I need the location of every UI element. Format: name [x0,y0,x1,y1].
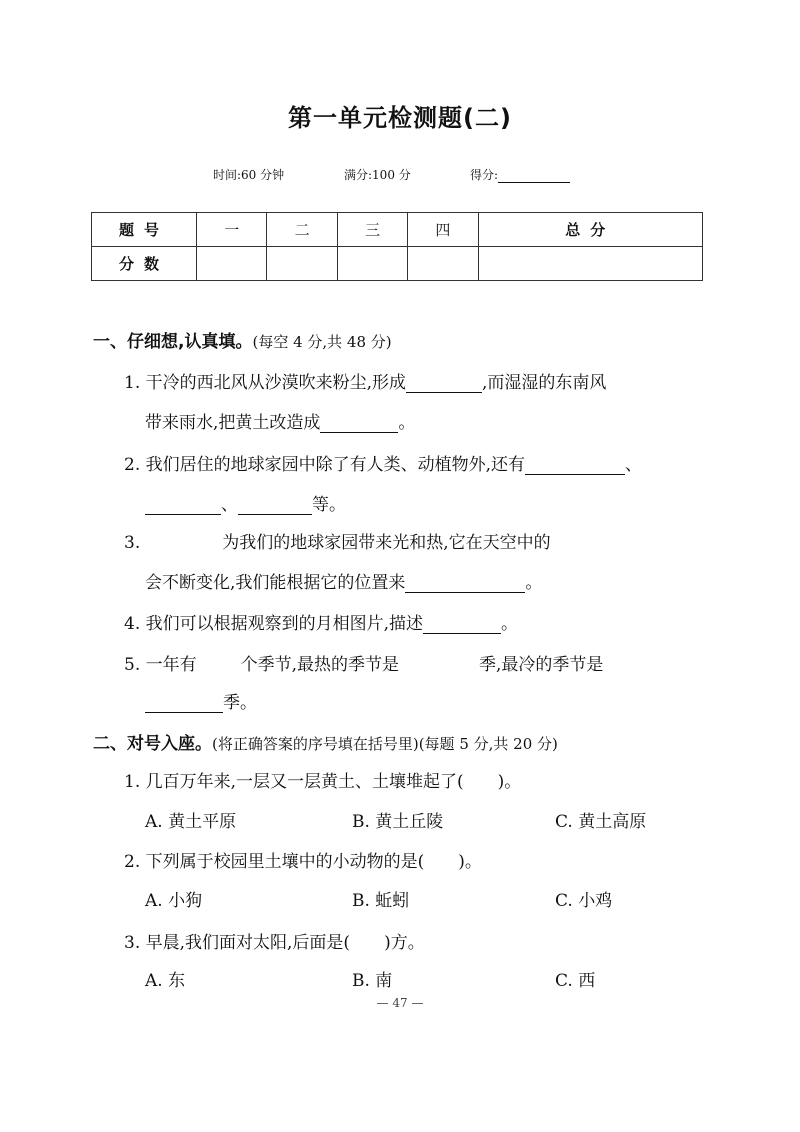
blank[interactable] [145,514,221,515]
score-cell-2[interactable] [267,247,337,281]
score-label: 得分: [470,168,499,182]
row-label-score: 分数 [92,247,197,281]
score-cell-3[interactable] [337,247,407,281]
score-field[interactable] [470,166,570,183]
question-2-line-2: 、 等。 [145,490,346,515]
blank[interactable] [423,633,501,634]
question-4: 4. 我们可以根据观察到的月相图片,描述 。 [124,614,519,634]
question-1-line-2: 带来雨水,把黄土改造成 。 [145,413,416,433]
full-score-info: 满分:100 分 [344,168,411,182]
blank[interactable] [406,392,482,393]
section-1-heading [93,327,392,352]
section-1-note: (每空 4 分,共 48 分) [252,333,392,351]
question-3-line-1: 3. 为我们的地球家园带来光和热,它在天空中的 [124,533,551,553]
question-5-line-1: 5. 一年有 个季节,最热的季节是 季,最冷的季节是 [124,655,604,675]
blank[interactable] [145,712,223,713]
option-c[interactable]: C. 黄土高原 [555,812,647,832]
section-2-note: (将正确答案的序号填在括号里)(每题 5 分,共 20 分) [212,735,558,753]
section-2-title: 二、对号入座。 [93,734,212,754]
time-info: 时间:60 分钟 [213,168,285,182]
score-table [91,212,703,281]
col-total: 总分 [478,213,702,247]
option-a[interactable]: A. 东 [145,971,186,991]
score-cell-total[interactable] [478,247,702,281]
col-2: 二 [267,213,337,247]
option-b[interactable]: B. 黄土丘陵 [352,812,444,832]
mc-question-3: 3. 早晨,我们面对太阳,后面是( )方。 [124,933,425,953]
option-c[interactable]: C. 西 [555,971,596,991]
option-a[interactable]: A. 黄土平原 [145,812,237,832]
option-b[interactable]: B. 蚯蚓 [352,891,410,911]
question-5-line-2: 季。 [145,688,257,713]
col-3: 三 [337,213,407,247]
page-title: 第一单元检测题(二) [288,104,512,132]
blank[interactable] [238,514,312,515]
question-3-line-2: 会不断变化,我们能根据它的位置来 。 [145,573,543,593]
row-label-question-no: 题号 [92,213,197,247]
option-a[interactable]: A. 小狗 [145,891,203,911]
page-number: — 47 — [376,996,424,1010]
blank[interactable] [525,474,625,475]
col-4: 四 [408,213,478,247]
section-2-heading [93,729,558,754]
section-1-title: 一、仔细想,认真填。 [93,332,253,352]
option-c[interactable]: C. 小鸡 [555,891,613,911]
col-1: 一 [197,213,267,247]
score-blank[interactable] [498,182,570,183]
question-1-line-1: 1. 干冷的西北风从沙漠吹来粉尘,形成 ,而湿湿的东南风 [124,373,607,393]
option-b[interactable]: B. 南 [352,971,393,991]
question-2-line-1: 2. 我们居住的地球家园中除了有人类、动植物外,还有 、 [124,455,643,475]
blank[interactable] [405,592,525,593]
mc-question-2: 2. 下列属于校园里土壤中的小动物的是( )。 [124,852,482,872]
blank[interactable] [320,432,398,433]
score-cell-4[interactable] [408,247,478,281]
mc-question-1: 1. 几百万年来,一层又一层黄土、土壤堆起了( )。 [124,772,522,792]
score-cell-1[interactable] [197,247,267,281]
